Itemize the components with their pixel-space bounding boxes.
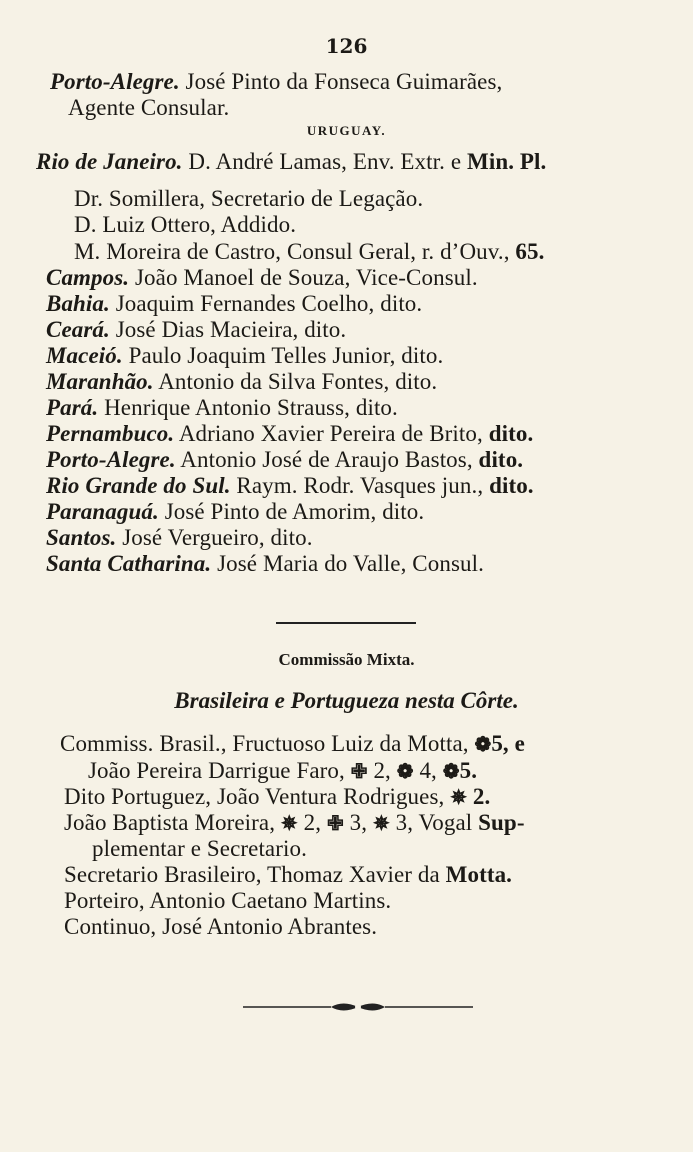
star-order-icon: ✵ bbox=[372, 813, 390, 835]
rose-order-icon: ❁ bbox=[442, 761, 460, 783]
place-name: Rio de Janeiro. bbox=[36, 149, 183, 174]
place-name: Porto-Alegre. bbox=[50, 69, 180, 94]
commission-line: Commiss. Brasil., Fructuoso Luiz da Motta, ❁5, e bbox=[60, 731, 525, 756]
consulate-line: Santa Catharina. José Maria do Valle, Consul. bbox=[46, 551, 484, 576]
commission-line: Porteiro, Antonio Caetano Martins. bbox=[64, 888, 392, 913]
consulate-line: Pernambuco. Adriano Xavier Pereira de Brito, dito. bbox=[46, 421, 534, 446]
consulate-line: Santos. José Vergueiro, dito. bbox=[46, 525, 313, 550]
consulate-line: Paranaguá. José Pinto de Amorim, dito. bbox=[46, 499, 425, 524]
ornament-divider-icon bbox=[243, 1000, 473, 1014]
consulate-line: Campos. João Manoel de Souza, Vice-Consul. bbox=[46, 265, 478, 290]
consulate-line: Porto-Alegre. Antonio José de Araujo Bastos, dito. bbox=[46, 447, 524, 472]
cross-order-icon: ✙ bbox=[350, 761, 368, 783]
country-heading: URUGUAY. bbox=[306, 123, 387, 138]
staff-line: Dr. Somillera, Secretario de Legação. bbox=[74, 186, 424, 211]
staff-line: D. Luiz Ottero, Addido. bbox=[74, 212, 297, 237]
legation-line: Rio de Janeiro. D. André Lamas, Env. Extr. e Min. Pl. bbox=[36, 149, 547, 174]
consulate-line: Rio Grande do Sul. Raym. Rodr. Vasques jun., dito. bbox=[46, 473, 534, 498]
consulate-line: Pará. Henrique Antonio Strauss, dito. bbox=[46, 395, 398, 420]
consulate-line: Maranhão. Antonio da Silva Fontes, dito. bbox=[46, 369, 438, 394]
top-entry-line: Porto-Alegre. José Pinto da Fonseca Guimarães, bbox=[50, 69, 503, 94]
section-title: Commissão Mixta. bbox=[278, 650, 415, 669]
commission-line: João Pereira Darrigue Faro, ✙ 2, ❁ 4, ❁5. bbox=[88, 758, 478, 783]
consul-general-line: M. Moreira de Castro, Consul Geral, r. d’Ouv., 65. bbox=[74, 239, 545, 264]
commission-line: João Baptista Moreira, ✵ 2, ✙ 3, ✵ 3, Vogal Sup- bbox=[64, 810, 525, 835]
commission-line: Continuo, José Antonio Abrantes. bbox=[64, 914, 378, 939]
consulate-line: Ceará. José Dias Macieira, dito. bbox=[46, 317, 347, 342]
section-divider bbox=[276, 622, 416, 624]
commission-line: plementar e Secretario. bbox=[92, 836, 307, 861]
page-number: 126 bbox=[325, 34, 368, 58]
rose-order-icon: ❁ bbox=[474, 734, 492, 756]
section-subtitle: Brasileira e Portugueza nesta Côrte. bbox=[174, 688, 519, 713]
commission-line: Dito Portuguez, João Ventura Rodrigues, ✵ 2. bbox=[64, 784, 491, 809]
cross-order-icon: ✙ bbox=[326, 813, 344, 835]
star-order-icon: ✵ bbox=[450, 787, 468, 809]
rose-order-icon: ❁ bbox=[396, 761, 414, 783]
consulate-line: Bahia. Joaquim Fernandes Coelho, dito. bbox=[46, 291, 423, 316]
commission-line: Secretario Brasileiro, Thomaz Xavier da Motta. bbox=[64, 862, 513, 887]
consulate-line: Maceió. Paulo Joaquim Telles Junior, dito. bbox=[46, 343, 444, 368]
top-entry-continuation: Agente Consular. bbox=[68, 95, 230, 120]
star-order-icon: ✵ bbox=[280, 813, 298, 835]
